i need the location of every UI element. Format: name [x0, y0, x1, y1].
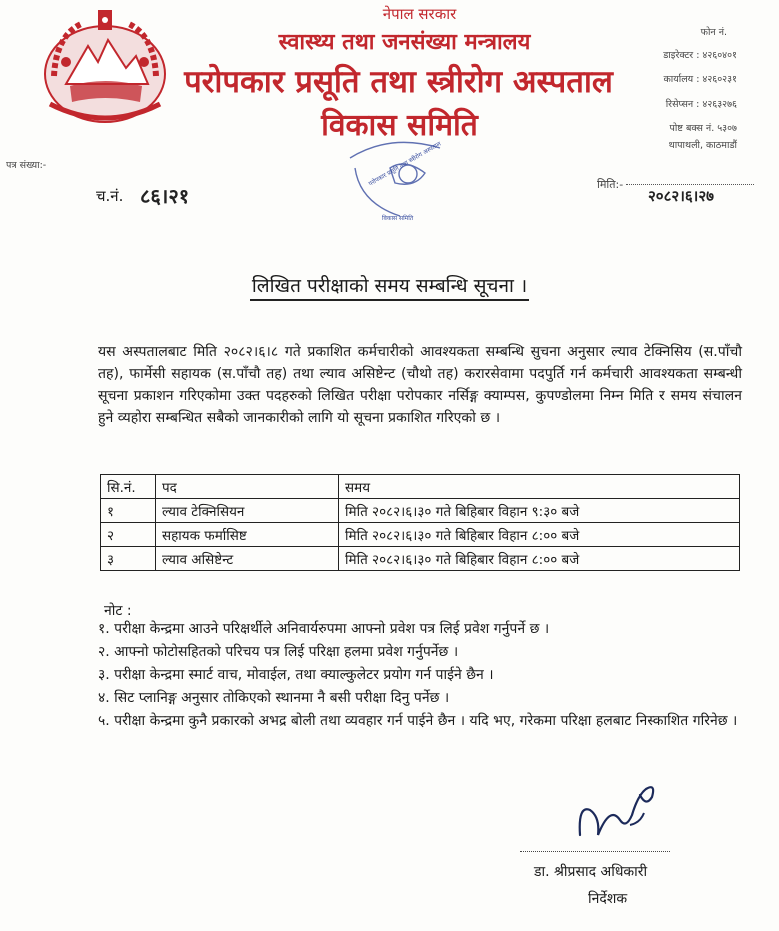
list-item: ४. सिट प्लानिङ्ग अनुसार तोकिएको स्थानमा नै बसी परीक्षा दिनु पर्नेछ । [98, 690, 450, 706]
table-row [101, 547, 740, 571]
government-name: नेपाल सरकार [382, 5, 457, 23]
list-item: ३. परीक्षा केन्द्रमा स्मार्ट वाच, मोवाईल, तथा क्याल्कुलेटर प्रयोग गर्न पाईने छैन । [98, 667, 494, 683]
phone-label: फोन नं. [700, 27, 727, 38]
list-item: १. परीक्षा केन्द्रमा आउने परिक्षर्थीले अनिवार्यरुपमा आफ्नो प्रवेश पत्र लिई प्रवेश गर्नुपर्ने छ । [98, 621, 550, 637]
dispatch-number-label: च.नं. [96, 187, 124, 205]
ministry-name: स्वास्थ्य तथा जनसंख्या मन्त्रालय [278, 30, 531, 55]
hospital-name: परोपकार प्रसूति तथा स्त्रीरोग अस्पताल [184, 64, 613, 100]
column-header: सि.नं. [101, 475, 156, 499]
contact-row: पोष्ट बक्स नं. ५३०७ [669, 123, 737, 134]
handwritten-signature-icon [560, 765, 670, 845]
table-row [101, 523, 740, 547]
signature-line [520, 849, 670, 852]
column-header: समय [339, 475, 740, 499]
signatory-designation: निर्देशक [588, 891, 628, 907]
committee-name: विकास समिति [321, 108, 478, 143]
seal-text: विकास समिति [382, 215, 414, 222]
table-cell: २ [101, 523, 156, 547]
table-row [101, 499, 740, 523]
contact-row: रिसेप्सन : ४२६३२७६ [665, 99, 737, 110]
contact-row: थापाथली, काठमाडौं [668, 140, 737, 151]
table-cell: मिति २०८२।६।३० गते बिहिबार विहान ८:०० बजे [339, 523, 740, 547]
date-value: २०८२।६।२७ [648, 187, 714, 205]
notice-subject [0, 272, 779, 298]
exam-schedule-table [100, 474, 740, 571]
notes-title: नोट : [104, 603, 132, 619]
contact-row: डाइरेक्टर : ४२६०४०१ [663, 50, 737, 61]
dispatch-number-value: ८६।२१ [140, 184, 190, 208]
notes-list [98, 618, 748, 733]
table-cell: ल्याव असिष्टेन्ट [156, 547, 339, 571]
subject-text: लिखित परीक्षाको समय सम्बन्धि सूचना । [250, 275, 529, 301]
table-cell: ल्याव टेक्निसियन [156, 499, 339, 523]
column-header: पद [156, 475, 339, 499]
office-seal-icon [330, 128, 450, 228]
list-item: ५. परीक्षा केन्द्रमा कुनै प्रकारको अभद्र बोली तथा व्यवहार गर्न पाईने छैन । यदि भए, गरेकमा परिक्षा हलबाट निस्काशित गरिनेछ । [98, 713, 738, 729]
table-cell: मिति २०८२।६।३० गते बिहिबार विहान ८:०० बजे [339, 547, 740, 571]
contact-row: कार्यालय : ४२६०२३१ [663, 74, 737, 85]
seal-text: परोपकार प्रसूति तथा स्त्रीरोग अस्पताल [367, 140, 443, 188]
date-label: मिति:- [597, 178, 624, 191]
table-cell: सहायक फर्मासिष्ट [156, 523, 339, 547]
table-cell: मिति २०८२।६।३० गते बिहिबार विहान ९:३० बजे [339, 499, 740, 523]
notice-body: यस अस्पतालबाट मिति २०८२।६।८ गते प्रकाशित कर्मचारीको आवश्यकता सम्बन्धि सुचना अनुसार ल्याव टेक्निसिय (स.पाँचौ तह), फार्मेसी सहायक (स.पाँचौ तह) तथा ल्याव असिष्टेन्ट (चौथो तह) करारसेवामा पदपुर्ति गर्न कर्मचारी आवश्यकता सम्बन्धी सूचना प्रकाशन गरिएकोमा उक्त पदहरुको लिखित परीक्षा परोपकार नर्सिङ्ग क्याम्पस, कुपण्डोलमा निम्न मिति र समय संचालन हुने व्यहोरा सम्बन्धित सबैको जानकारीको लागि यो सूचना प्रकाशित गरिएको छ । [98, 344, 742, 426]
table-cell: १ [101, 499, 156, 523]
letter-number-label: पत्र संख्या:- [6, 160, 47, 171]
table-cell: ३ [101, 547, 156, 571]
date-dotted-line [626, 181, 754, 185]
list-item: २. आफ्नो फोटोसहितको परिचय पत्र लिई परिक्षा हलमा प्रवेश गर्नुपर्नेछ । [98, 644, 459, 660]
signatory-name: डा. श्रीप्रसाद अधिकारी [534, 864, 648, 880]
table-header-row [101, 475, 740, 499]
